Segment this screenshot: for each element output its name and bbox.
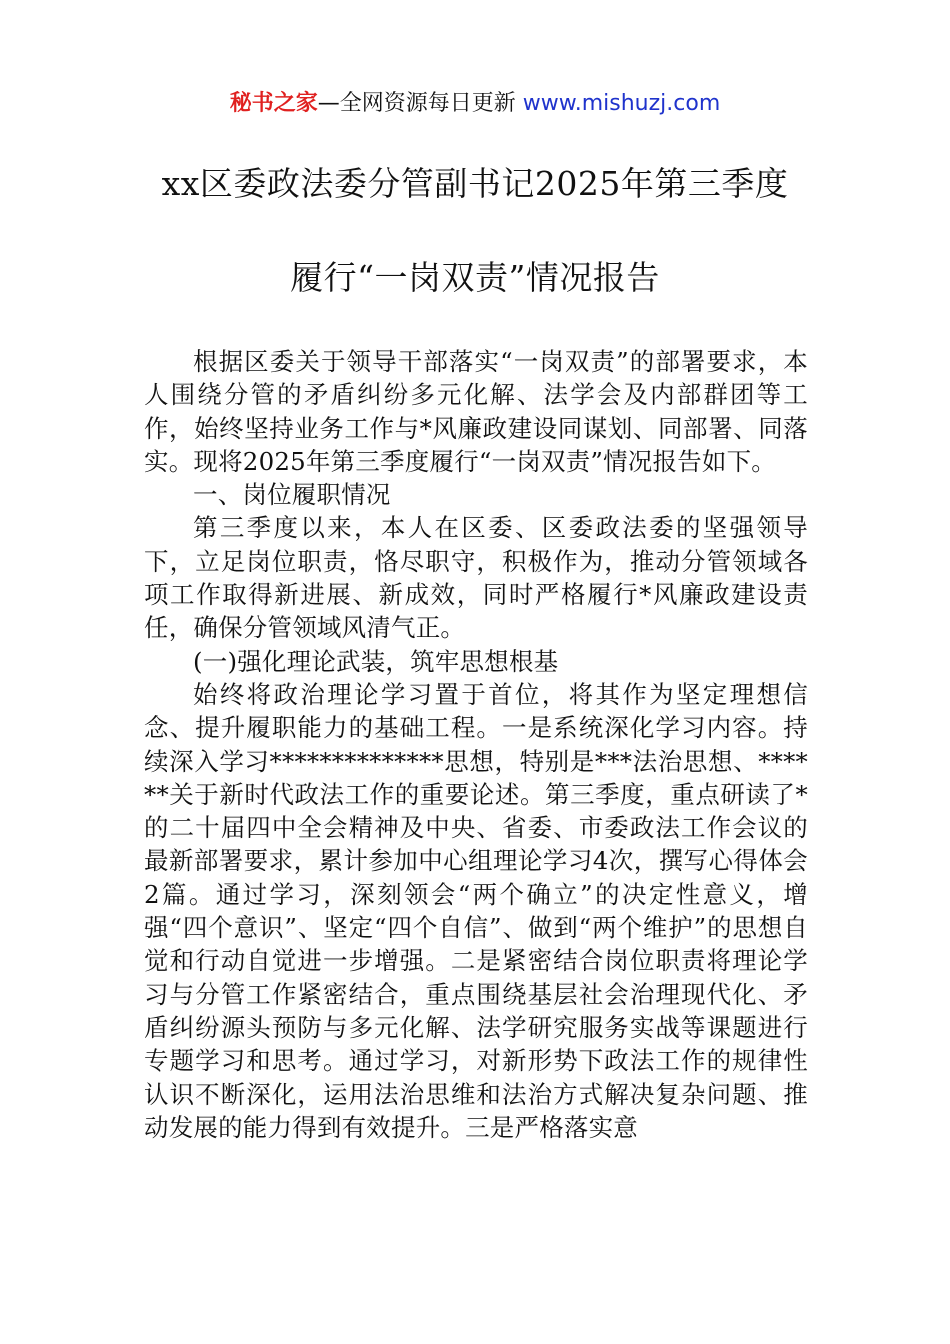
report-body (144, 345, 808, 1144)
study-paragraph: 始终将政治理论学习置于首位，将其作为坚定理想信念、提升履职能力的基础工程。一是系统深化学习内容。持续深入学习**************思想，特别是***法治思想、******关于新时代政法工作的重要论述。第三季度，重点研读了*的二十届四中全会精神及中央、省委、市委政法工作会议的最新部署要求，累计参加中心组理论学习4次，撰写心得体会2篇。通过学习，深刻领会“两个确立”的决定性意义，增强“四个意识”、坚定“四个自信”、做到“两个维护”的思想自觉和行动自觉进一步增强。二是紧密结合岗位职责将理论学习与分管工作紧密结合，重点围绕基层社会治理现代化、矛盾纠纷源头预防与多元化解、法学研究服务实战等课题进行专题学习和思考。通过学习，对新形势下政法工作的规律性认识不断深化，运用法治思维和法治方式解决复杂问题、推动发展的能力得到有效提升。三是严格落实意 (144, 679, 808, 1142)
report-title-line-1: xx区委政法委分管副书记2025年第三季度 (161, 164, 789, 203)
intro-paragraph: 根据区委关于领导干部落实“一岗双责”的部署要求，本人围绕分管的矛盾纠纷多元化解、法学会及内部群团等工作，始终坚持业务工作与*风廉政建设同谋划、同部署、同落实。现将2025年第三季度履行“一岗双责”情况报告如下。 (144, 347, 808, 476)
subsection-heading: (一)强化理论武装，筑牢思想根基 (193, 646, 559, 676)
site-url-link[interactable]: www.mishuzj.com (522, 91, 721, 116)
section-overview-paragraph: 第三季度以来，本人在区委、区委政法委的坚强领导下，立足岗位职责，恪尽职守，积极作为，推动分管领域各项工作取得新进展、新成效，同时严格履行*风廉政建设责任，确保分管领域风清气正。 (144, 513, 808, 643)
site-brand: 秘书之家 (229, 91, 318, 116)
report-title-line-2: 履行“一岗双责”情况报告 (290, 258, 660, 297)
site-header (0, 88, 950, 120)
section-heading: 一、岗位履职情况 (193, 480, 391, 510)
site-tagline: —全网资源每日更新 (317, 91, 523, 116)
